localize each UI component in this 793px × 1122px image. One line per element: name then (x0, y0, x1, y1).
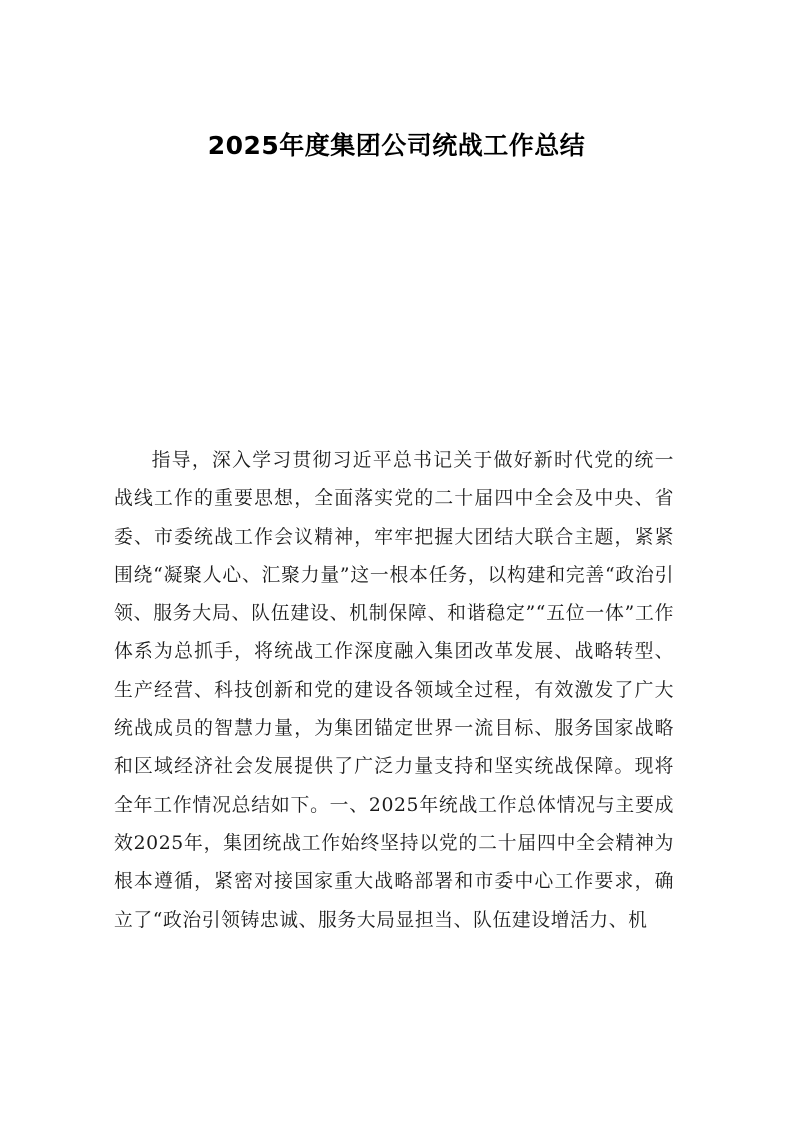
document-body-paragraph: 指导，深入学习贯彻习近平总书记关于做好新时代党的统一战线工作的重要思想，全面落实党的二十届四中全会及中央、省委、市委统战工作会议精神，牢牢把握大团结大联合主题，紧紧围绕“凝聚人心、汇聚力量”这一根本任务，以构建和完善“政治引领、服务大局、队伍建设、机制保障、和谐稳定”“五位一体”工作体系为总抓手，将统战工作深度融入集团改革发展、战略转型、生产经营、科技创新和党的建设各领域全过程，有效激发了广大统战成员的智慧力量，为集团锚定世界一流目标、服务国家战略和区域经济社会发展提供了广泛力量支持和坚实统战保障。现将全年工作情况总结如下。一、2025年统战工作总体情况与主要成效2025年，集团统战工作始终坚持以党的二十届四中全会精神为根本遵循，紧密对接国家重大战略部署和市委中心工作要求，确立了“政治引领铸忠诚、服务大局显担当、队伍建设增活力、机 (114, 450, 674, 931)
document-title: 2025年度集团公司统战工作总结 (207, 131, 586, 160)
